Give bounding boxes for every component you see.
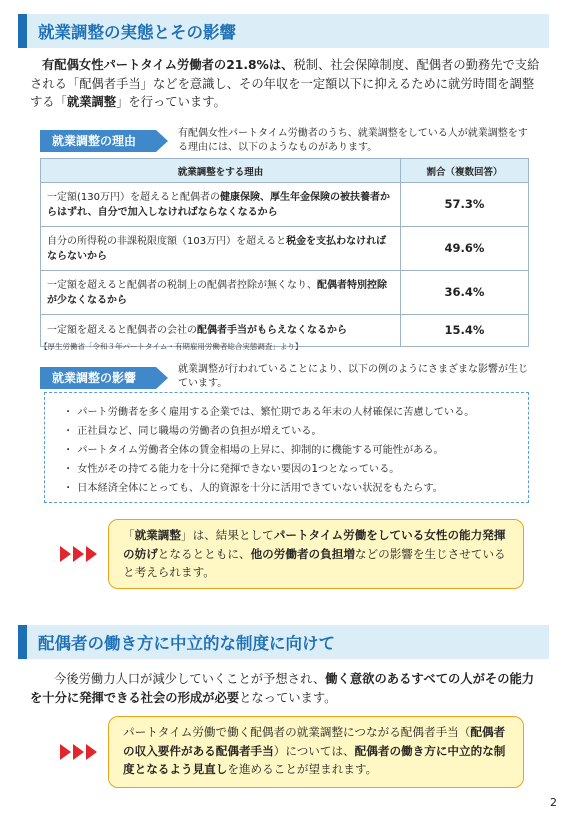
summary-box-1: [108, 519, 524, 589]
emphasis-text: 他の労働者の負担増: [250, 546, 355, 561]
body-text: を進めることが望まれます。: [227, 762, 378, 776]
effects-tag: [40, 367, 170, 389]
body-text: 」を行っています。: [116, 95, 226, 109]
list-item: ・ 正社員など、同じ職場の労働者の負担が増えている。: [63, 422, 528, 441]
effects-list: [45, 393, 528, 498]
red-arrows-icon: [60, 546, 97, 562]
tag-arrow-shape: [156, 367, 168, 389]
red-arrows-icon: [60, 744, 97, 760]
emphasis-text: 配偶者手当がもらえなくなるから: [197, 325, 347, 336]
percentage-cell: 57.3%: [401, 183, 529, 227]
body-text: となっています。: [239, 690, 337, 705]
emphasis-text: 配偶者の働き方に中立的な制度となるよう見直し: [123, 743, 506, 776]
reasons-tag: [40, 130, 170, 152]
percentage-cell: 15.4%: [401, 315, 529, 347]
section-header-2: [18, 625, 549, 659]
reason-cell: [41, 183, 401, 227]
reasons-table: [40, 158, 529, 347]
header-accent-bar: [18, 14, 27, 48]
source-note: 【厚生労働省「令和３年パートタイム・有期雇用労働者総合実態調査」より】: [40, 342, 303, 351]
body-text: 一定額を超えると配偶者の会社の: [47, 325, 197, 336]
emphasis-text: 配偶者特別控除が少なくなるから: [47, 279, 387, 306]
effects-tag-label: 就業調整の影響: [40, 367, 156, 389]
body-text: となるとともに、: [157, 546, 251, 561]
table-row: [41, 183, 529, 227]
list-item: ・ 日本経済全体にとっても、人的資源を十分に活用できていない状況をもたらす。: [63, 479, 528, 498]
reason-cell: [41, 227, 401, 271]
table-row: [41, 271, 529, 315]
body-text: 「: [123, 528, 135, 542]
list-item: ・ パート労働者を多く雇用する企業では、繁忙期である年末の人材確保に苦慮している。: [63, 403, 528, 422]
section-title-2: 配偶者の働き方に中立的な制度に向けて: [38, 634, 335, 653]
emphasis-text: パートタイム労働をしている女性の能力発揮の妨げ: [123, 528, 506, 561]
body-text: 一定額を超えると配偶者の税制上の配偶者控除が無くなり、: [47, 279, 317, 291]
emphasis-text: 税金を支払わなければならないから: [47, 235, 387, 262]
section-header-1: [18, 14, 549, 48]
header-percentage: 割合（複数回答）: [401, 159, 529, 183]
body-text: 」は、結果として: [181, 528, 274, 542]
effects-box: [44, 392, 529, 503]
intro-paragraph-1: [30, 56, 540, 112]
effects-description: 就業調整が行われていることにより、以下の例のようにさまざまな影響が生じています。: [178, 364, 528, 389]
emphasis-text: 働く意欲のあるすべての人がその能力を十分に発揮できる社会の形成が必要: [30, 672, 535, 705]
header-reason: 就業調整をする理由: [41, 159, 401, 183]
section-title-1: 就業調整の実態とその影響: [38, 23, 236, 42]
table-row: [41, 227, 529, 271]
reasons-description: 有配偶女性パートタイム労働者のうち、就業調整をしている人が就業調整をする理由には、以下のようなものがあります。: [178, 128, 528, 153]
body-text: ）については、: [273, 743, 355, 758]
tag-arrow-shape: [156, 130, 168, 152]
percentage-cell: 36.4%: [401, 271, 529, 315]
body-text: 自分の所得税の非課税限度額（103万円）を超えると: [47, 235, 287, 247]
body-text: などの影響を生じさせていると考えられます。: [123, 546, 506, 579]
body-text: パートタイム労働で働く配偶者の就業調整につながる配偶者手当（: [123, 725, 471, 739]
table-header-row: [41, 159, 529, 183]
intro-paragraph-2: [30, 670, 540, 707]
list-item: ・ パートタイム労働者全体の賃金相場の上昇に、抑制的に機能する可能性がある。: [63, 441, 528, 460]
body-text: 一定額(130万円）を超えると配偶者の: [47, 191, 220, 203]
emphasis-text: 有配偶女性パートタイム労働者の21.8%は、: [42, 58, 294, 72]
emphasis-text: 就業調整: [66, 95, 117, 109]
list-item: ・ 女性がその持てる能力を十分に発揮できない要因の1つとなっている。: [63, 460, 528, 479]
body-text: 税制、社会保障制度、配偶者の勤務先で支給される「配偶者手当」などを意識し、その年収を一定額以下に抑えるために就労時間を調整する「: [30, 58, 540, 109]
emphasis-text: 健康保険、厚生年金保険の被扶養者からはずれ、自分で加入しなければならなくなるから: [47, 191, 390, 218]
reasons-tag-label: 就業調整の理由: [40, 130, 156, 152]
emphasis-text: 就業調整: [134, 528, 181, 542]
header-accent-bar: [18, 625, 27, 659]
percentage-cell: 49.6%: [401, 227, 529, 271]
summary-box-2: [108, 716, 524, 788]
reason-cell: [41, 271, 401, 315]
page-number: 2: [550, 796, 557, 809]
emphasis-text: 配偶者の収入要件がある配偶者手当: [123, 725, 506, 758]
body-text: 今後労働力人口が減少していくことが予想され、: [54, 672, 326, 686]
